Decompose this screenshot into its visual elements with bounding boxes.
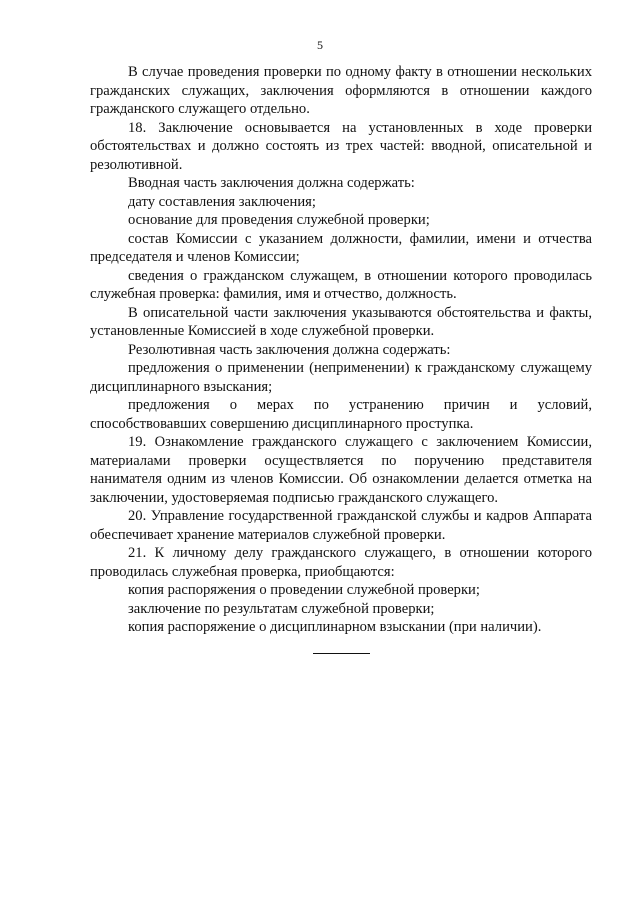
paragraph-18-conclusion-structure: 18. Заключение основывается на установленных в ходе проверки обстоятельствах и должно состоять из трех частей: вводной, описательной и резолютивной. xyxy=(90,119,592,173)
paragraph-21-personal-file: 21. К личному делу гражданского служащего, в отношении которого проводилась служебная проверка, приобщаются: xyxy=(90,545,592,580)
list-item-elimination-measures: предложения о мерах по устранению причин и условий, способствовавших совершению дисциплинарного проступка. xyxy=(90,397,592,432)
paragraph-resolutive-part-heading: Резолютивная часть заключения должна содержать: xyxy=(128,341,451,358)
paragraph-descriptive-part: В описательной части заключения указываются обстоятельства и факты, установленные Комиссией в ходе служебной проверки. xyxy=(90,304,592,339)
list-item-disciplinary-proposal: предложения о применении (неприменении) к гражданскому служащему дисциплинарного взыскания; xyxy=(90,360,592,395)
list-item-commission-members: состав Комиссии с указанием должности, фамилии, имени и отчества председателя и членов Комиссии; xyxy=(90,230,592,265)
page-number: 5 xyxy=(317,38,323,52)
list-item-inspection-conclusion: заключение по результатам служебной проверки; xyxy=(128,600,435,617)
document-body xyxy=(90,63,592,637)
list-item-penalty-order-copy: копия распоряжение о дисциплинарном взыскании (при наличии). xyxy=(128,619,542,635)
list-item-order-copy: копия распоряжения о проведении служебной проверки; xyxy=(128,582,480,598)
paragraph-multiple-employees: В случае проведения проверки по одному факту в отношении нескольких гражданских служащих, заключения оформляются в отношении каждого гражданского служащего отдельно. xyxy=(90,64,592,117)
paragraph-19-familiarization: 19. Ознакомление гражданского служащего с заключением Комиссии, материалами проверки осуществляется по поручению представителя нанимателя одним из членов Комиссии. Об ознакомлении делается отметка на заключении, удостоверяемая подписью гражданского служащего. xyxy=(90,434,592,506)
list-item-compilation-date: дату составления заключения; xyxy=(128,193,316,210)
paragraph-20-materials-storage: 20. Управление государственной гражданской службы и кадров Аппарата обеспечивает хранение материалов служебной проверки. xyxy=(90,508,592,543)
paragraph-intro-part-heading: Вводная часть заключения должна содержать: xyxy=(128,175,415,191)
list-item-employee-info: сведения о гражданском служащем, в отношении которого проводилась служебная проверка: фамилия, имя и отчество, должность. xyxy=(90,267,592,302)
list-item-inspection-basis: основание для проведения служебной проверки; xyxy=(128,212,430,228)
end-of-document-rule xyxy=(313,653,370,654)
